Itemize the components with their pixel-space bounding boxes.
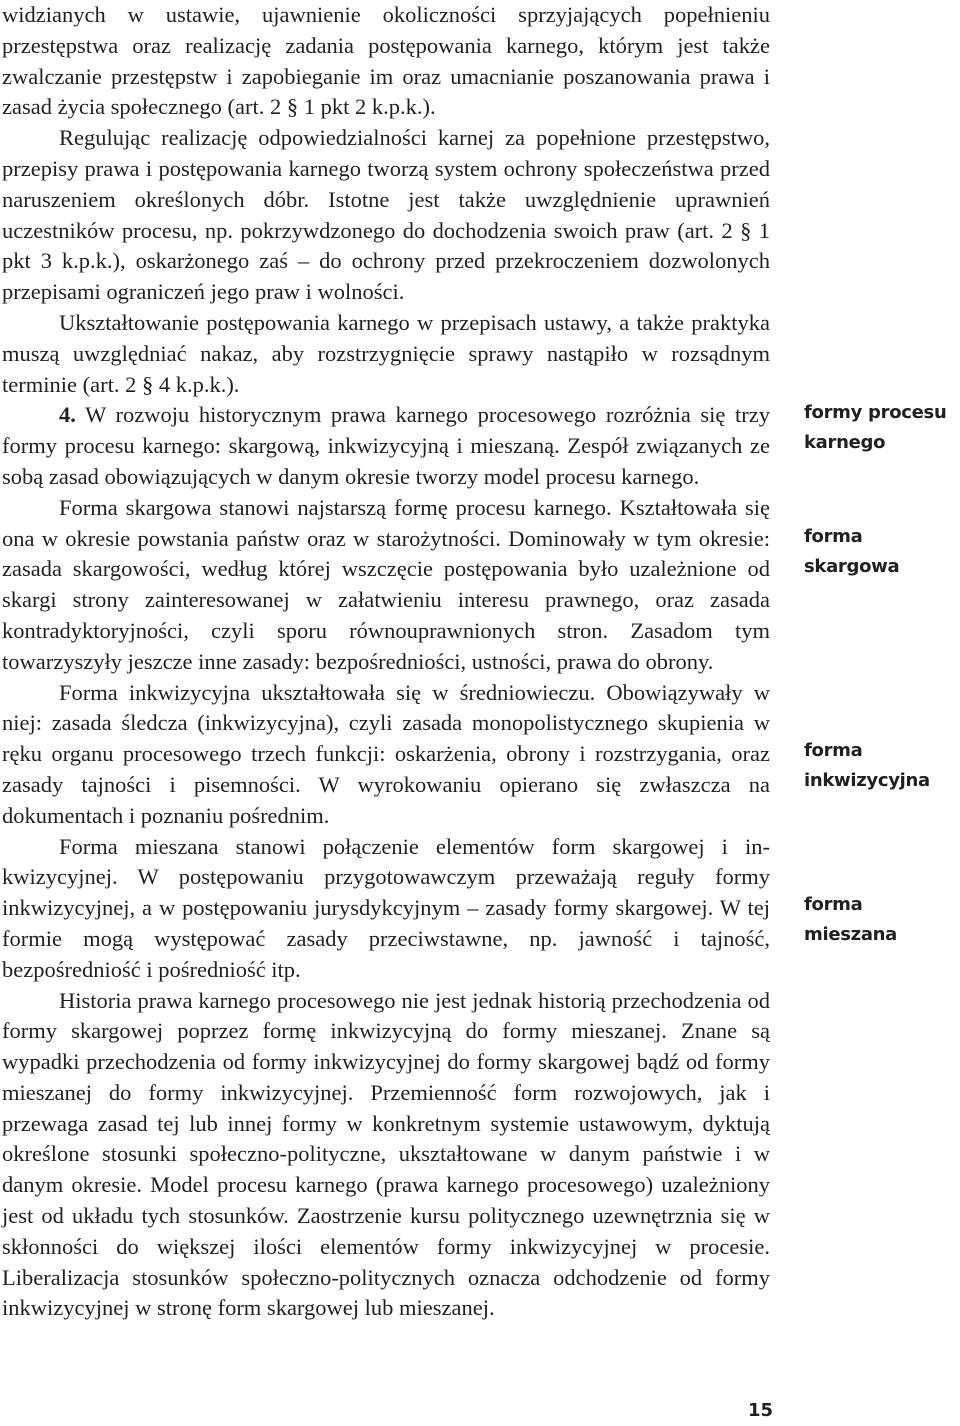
paragraph-reasonable-time: Ukształtowanie postępowania karnego w przepisach ustawy, a także praktyka muszą uwzględniać nakaz, aby rozstrzygnięcie sprawy nastąpiło w rozsądnym terminie (art. 2 § 4 k.p.k.).	[2, 309, 770, 397]
margin-note-inquisitorial-form: forma inkwizycyjna	[804, 740, 930, 791]
margin-note-accusatorial-form: forma skargowa	[804, 526, 900, 577]
paragraph-criminal-liability: Regulując realizację odpowiedzialności karnej za popełnione przestępstwo, przepisy prawa i postępowania karnego tworzą system ochrony społeczeństwa przed naruszeniem określonych dóbr. Istotne jest także uwzględnienie uprawnień uczestników procesu, np. pokrzywdzonego do dochodzenia swoich praw (art. 2 § 1 pkt 3 k.p.k.), oskarżonego zaś – do ochrony przed przekroczeniem dozwolonych przepisami ograniczeń jego praw i wolności.	[2, 125, 770, 305]
paragraph-forms-of-process-text: W rozwoju historycznym prawa karnego procesowego rozróżnia się trzy formy procesu karnego: skargową, inkwizycyjną i mieszaną. Zespół związanych ze sobą zasad obowiązujących w danym okresie tworzy model procesu karnego.	[2, 402, 771, 489]
paragraph-forms-of-process	[2, 400, 770, 492]
paragraph-history: Historia prawa karnego procesowego nie jest jednak historią przechodzenia od formy skargowej poprzez formę inkwizycyjną do formy mieszanej. Znane są wypadki przechodzenia od formy inkwizycyjnej do formy skargowej bądź od formy mieszanej do formy inkwizycyjnej. Przemienność form rozwojowych, jak i przewaga zasad tej lub innej formy w konkretnym systemie ustawowym, dyktują określone stosunki społeczno-polityczne, ukształtowane w danym państwie i w danym okresie. Model procesu karnego (prawa karnego procesowego) uzależniony jest od układu tych stosunków. Zaostrzenie kursu politycznego uzewnętrznia się w skłonności do większej ilości elementów formy inkwizycyjnej w procesie. Liberalizacja stosunków społeczno-politycznych oznacza odchodzenie od formy inkwizycyjnej w stronę form skargowej lub mieszanej.	[2, 987, 770, 1321]
section-number: 4.	[59, 402, 76, 428]
paragraph-inquisitorial-form: Forma inkwizycyjna ukształtowała się w średniowieczu. Obowiązywały w niej: zasada śledcza (inkwizycyjna), czyli zasada monopolistycznego skupienia w ręku organu procesowego trzech funkcji: oskarżenia, obrony i rozstrzygania, oraz zasady tajności i pisemności. W wyrokowaniu opierano się zwłaszcza na dokumentach i poznaniu pośrednim.	[2, 679, 770, 828]
paragraph-mixed-form: Forma mieszana stanowi połączenie elementów form skargowej i inkwizycyjnej. W postępowaniu przygotowawczym przeważają reguły formy inkwizycyjnej, a w postępowaniu jurysdykcyjnym – zasady formy skargowej. W tej formie mogą występować zasady przeciwstawne, np. jawność i tajność, bezpośredniość i pośredniość itp.	[2, 833, 770, 982]
margin-note-forms-of-process: formy procesu karnego	[804, 402, 947, 453]
paragraph-accusatorial-form: Forma skargowa stanowi najstarszą formę procesu karnego. Kształtowała się ona w okresie powstania państw oraz w starożytności. Dominowały w tym okresie: zasada skargowości, według której wszczęcie postępowania było uzależnione od skargi strony zainteresowanej w załatwieniu interesu prawnego, oraz zasada kontradyktoryjności, czyli sporu równouprawnionych stron. Zasadom tym towarzyszyły jeszcze inne zasady: bezpośredniości, ustności, prawa do obrony.	[2, 494, 770, 674]
page-number: 15	[748, 1400, 774, 1421]
margin-note-mixed-form: forma mieszana	[804, 894, 898, 945]
paragraph-continuation: widzianych w ustawie, ujawnienie okoliczności sprzyjających popełnieniu przestępstwa oraz realizację zadania postępowania karnego, którym jest także zwalczanie przestępstw i zapobieganie im oraz umacnianie poszanowania prawa i zasad życia społecznego (art. 2 § 1 pkt 2 k.p.k.).	[2, 2, 770, 120]
main-text-column	[2, 0, 770, 1324]
